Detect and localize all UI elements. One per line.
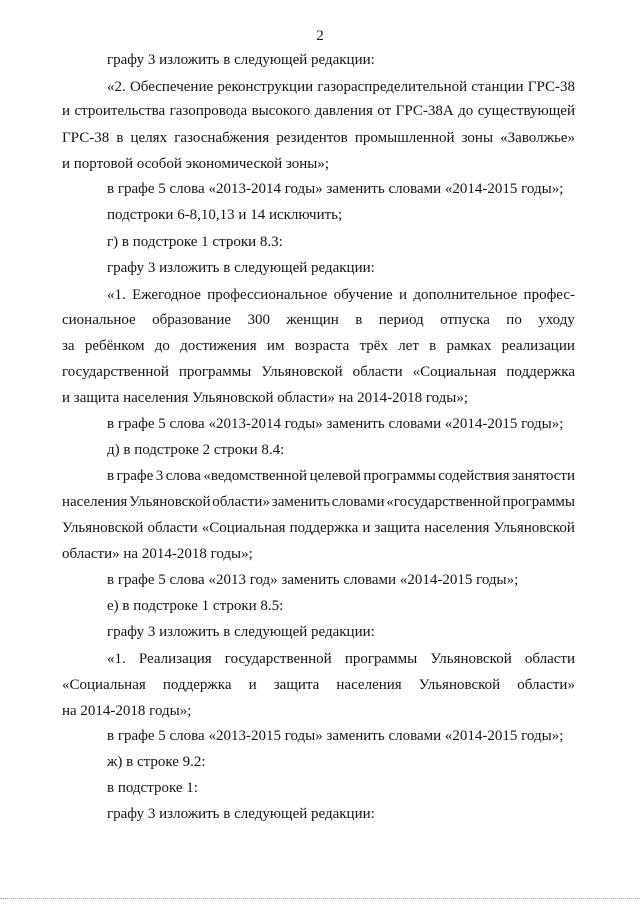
word: и [248, 677, 257, 693]
word: защита [273, 677, 320, 693]
text-line [107, 467, 575, 485]
word: высокого [251, 103, 311, 119]
word: ГРС-38 [62, 130, 110, 146]
word: «ведомственной [203, 468, 308, 484]
word: поддержка [289, 520, 359, 536]
word: лет [398, 338, 419, 354]
word: достижения [180, 338, 257, 354]
word: программы [363, 468, 436, 484]
word: области» [517, 677, 575, 693]
word: «1. [107, 287, 126, 303]
word: в [429, 338, 437, 354]
word: целевой [309, 468, 361, 484]
word: программы [502, 494, 575, 510]
word: Ульяновской [493, 520, 575, 536]
word: дополнительное [413, 287, 518, 303]
text-line: подстроки 6-8,10,13 и 14 исключить; [107, 207, 343, 223]
text-line [62, 363, 575, 381]
text-line [62, 519, 575, 537]
word: существующей [477, 103, 575, 119]
word: Ульяновской [62, 520, 144, 536]
text-line: и защита населения Ульяновской области» на 2014-2018 годы»; [62, 390, 469, 406]
text-line [107, 286, 575, 304]
word: ГРС-38А [395, 103, 454, 119]
word: области [524, 651, 575, 667]
word: в [107, 468, 115, 484]
word: «государственной [386, 494, 501, 510]
word: газоснабжения [174, 130, 270, 146]
word: реализации [501, 338, 575, 354]
word: от [377, 103, 392, 119]
word: обучение [333, 287, 393, 303]
word: Ежегодное [132, 287, 201, 303]
word: период [378, 312, 424, 328]
word: целях [130, 130, 168, 146]
text-line [62, 311, 575, 329]
word: газораспределительной [317, 79, 468, 95]
page-number: 2 [316, 28, 324, 44]
word: 3 [155, 468, 164, 484]
word: Ульяновской [129, 494, 211, 510]
word: газопровода [169, 103, 248, 119]
word: профес- [523, 287, 575, 303]
text-line: графу 3 изложить в следующей редакции: [107, 52, 375, 68]
word: и [398, 287, 407, 303]
word: строительства [74, 103, 166, 119]
word: резидентов [276, 130, 348, 146]
word: трёх [359, 338, 388, 354]
word: станции [471, 79, 524, 95]
text-line: графу 3 изложить в следующей редакции: [107, 806, 375, 822]
text-line: ж) в строке 9.2: [107, 754, 206, 770]
word: образование [152, 312, 232, 328]
word: государственной [62, 364, 169, 380]
text-line: и портовой особой экономической зоны»; [62, 156, 330, 172]
word: Обеспечение [129, 79, 214, 95]
word: защита [374, 520, 421, 536]
word: в [355, 312, 363, 328]
word: населения [424, 520, 490, 536]
text-line: е) в подстроке 1 строки 8.5: [107, 598, 284, 614]
word: профессиональное [207, 287, 328, 303]
word: заменить [271, 494, 330, 510]
text-line: в подстроке 1: [107, 780, 198, 796]
text-line [62, 493, 575, 511]
word: населения [62, 494, 128, 510]
text-line [62, 102, 575, 120]
word: слова [165, 468, 201, 484]
word: по [506, 312, 522, 328]
text-line: в графе 5 слова «2013-2014 годы» заменить словами «2014-2015 годы»; [107, 181, 564, 197]
word: занятости [511, 468, 575, 484]
word: «Социальная [201, 520, 286, 536]
word: населения [336, 677, 402, 693]
word: промышленной [354, 130, 455, 146]
text-line: д) в подстроке 2 строки 8.4: [107, 442, 285, 458]
word: «2. [107, 79, 126, 95]
word: области» [212, 494, 270, 510]
text-line: в графе 5 слова «2013 год» заменить словами «2014-2015 годы»; [107, 572, 519, 588]
text-line: области» на 2014-2018 годы»; [62, 546, 253, 562]
text-line: графу 3 изложить в следующей редакции: [107, 260, 375, 276]
word: в [116, 130, 124, 146]
word: области [352, 364, 403, 380]
word: государственной [224, 651, 332, 667]
text-line [62, 676, 575, 694]
word: программы [178, 364, 252, 380]
word: уходу [538, 312, 575, 328]
word: сиональное [62, 312, 136, 328]
word: графе [116, 468, 154, 484]
text-line [62, 129, 575, 147]
word: возраста [294, 338, 350, 354]
word: рамках [446, 338, 492, 354]
word: поддержка [506, 364, 575, 380]
word: «Социальная [412, 364, 497, 380]
text-line: в графе 5 слова «2013-2015 годы» заменить словами «2014-2015 годы»; [107, 728, 564, 744]
text-line [62, 337, 575, 355]
word: Ульяновской [418, 677, 501, 693]
word: области [147, 520, 198, 536]
word: за [62, 338, 75, 354]
word: программы [344, 651, 418, 667]
text-line [107, 650, 575, 668]
word: Реализация [138, 651, 212, 667]
word: отпуска [440, 312, 490, 328]
text-line: графу 3 изложить в следующей редакции: [107, 624, 375, 640]
word: Ульяновской [430, 651, 512, 667]
word: женщин [286, 312, 339, 328]
text-line: г) в подстроке 1 строки 8.3: [107, 234, 283, 250]
word: содействия [438, 468, 510, 484]
word: и [62, 103, 71, 119]
scan-bottom-edge [0, 898, 640, 899]
word: поддержка [162, 677, 232, 693]
word: и [362, 520, 371, 536]
word: реконструкции [217, 79, 314, 95]
word: давления [314, 103, 373, 119]
word: 300 [247, 312, 270, 328]
word: им [266, 338, 285, 354]
text-line: на 2014-2018 годы»; [62, 703, 192, 719]
word: до [154, 338, 170, 354]
word: «Заволжье» [500, 130, 575, 146]
word: словами [331, 494, 385, 510]
word: ребёнком [84, 338, 145, 354]
word: «Социальная [62, 677, 146, 693]
word: Ульяновской [261, 364, 343, 380]
text-line: в графе 5 слова «2013-2014 годы» заменить словами «2014-2015 годы»; [107, 416, 564, 432]
text-line [107, 78, 575, 96]
word: зоны [461, 130, 494, 146]
word: ГРС-38 [527, 79, 575, 95]
word: до [458, 103, 474, 119]
word: «1. [107, 651, 126, 667]
